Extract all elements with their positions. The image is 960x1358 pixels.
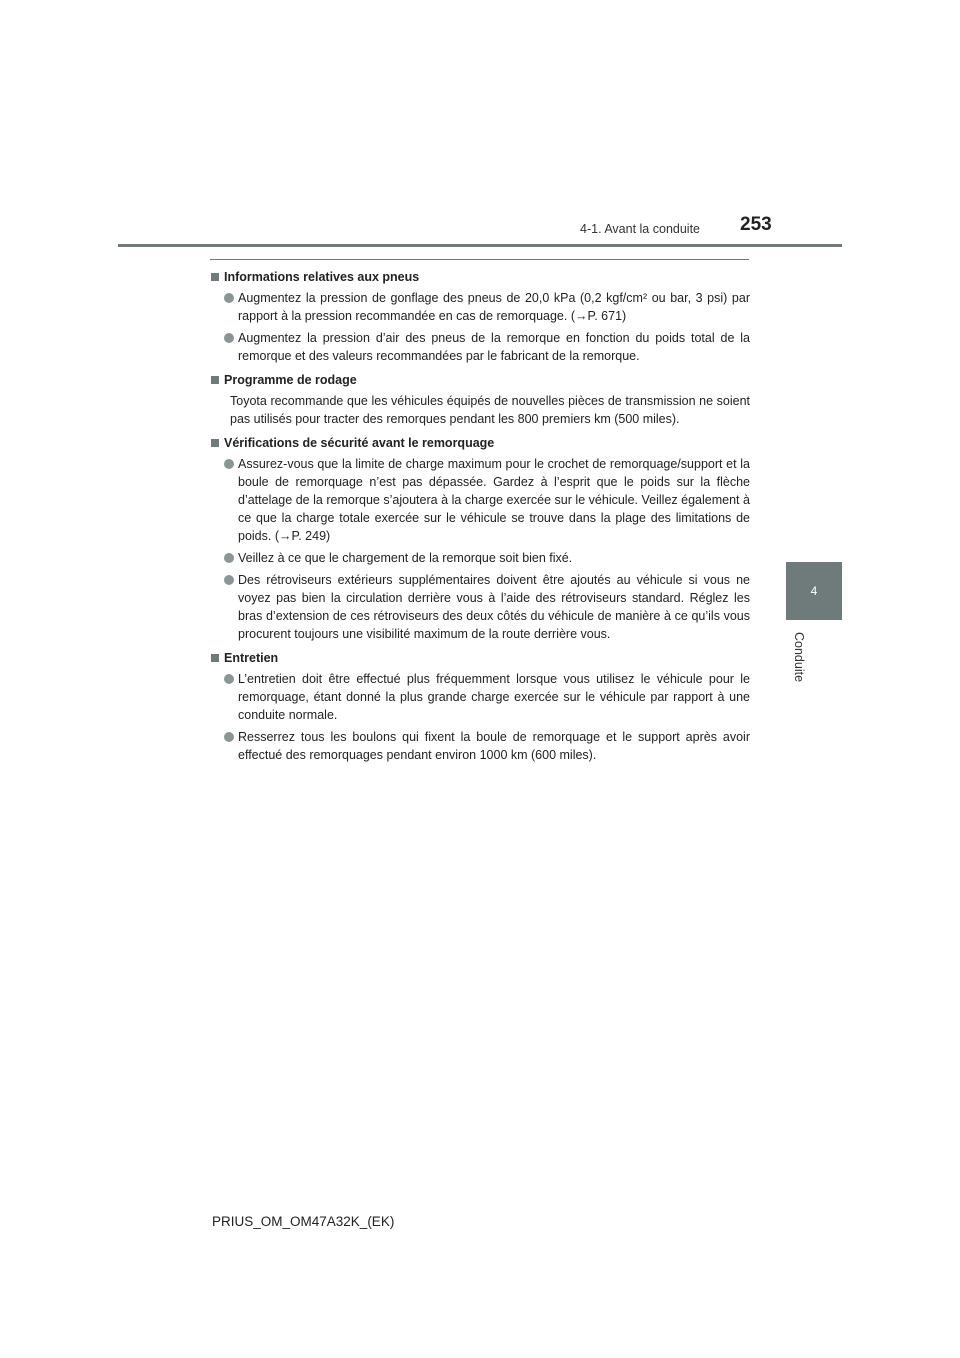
section-label: 4-1. Avant la conduite — [580, 222, 700, 236]
list-item: Augmentez la pression d’air des pneus de la remorque en fonction du poids total de la remorque et des valeurs recommandées par le fabricant de la remorque. — [210, 329, 750, 365]
circle-bullet-icon — [224, 674, 234, 684]
list-item: Augmentez la pression de gonflage des pneus de 20,0 kPa (0,2 kgf/cm² ou bar, 3 psi) par rapport à la pression recommandée en cas de remorquage. (→P. 671) — [210, 289, 750, 325]
square-bullet-icon — [211, 273, 219, 281]
section-tire-info — [210, 268, 750, 365]
chapter-label: Conduite — [792, 632, 806, 683]
list-item: Des rétroviseurs extérieurs supplémentaires doivent être ajoutés au véhicule si vous ne voyez pas bien la circulation derrière vous à l’aide des rétroviseurs standard. Réglez les bras d’extension de ces rétroviseurs des deux côtés du véhicule de manière à ce qu’ils vous procurent toujours une visibilité maximum de la route derrière vous. — [210, 571, 750, 643]
list-item: Resserrez tous les boulons qui fixent la boule de remorquage et le support après avoir effectué des remorquages pendant environ 1000 km (600 miles). — [210, 728, 750, 764]
content — [210, 268, 750, 770]
page-number: 253 — [740, 214, 772, 235]
list-item: L’entretien doit être effectué plus fréquemment lorsque vous utilisez le véhicule pour le remorquage, étant donné la plus grande charge exercée sur le véhicule par rapport à une conduite normale. — [210, 670, 750, 724]
section-maintenance — [210, 649, 750, 764]
section-safety-checks — [210, 434, 750, 643]
chapter-tab — [786, 562, 842, 620]
section-heading: Informations relatives aux pneus — [210, 268, 750, 286]
circle-bullet-icon — [224, 575, 234, 585]
section-heading: Entretien — [210, 649, 750, 667]
list-item: Assurez-vous que la limite de charge maximum pour le crochet de remorquage/support et la boule de remorquage n’est pas dépassée. Gardez à l’esprit que le poids sur la flèche d’attelage de la remorque s’ajoutera à la charge exercée sur le véhicule. Veillez également à ce que la charge totale exercée sur le véhicule se trouve dans la plage des limitations de poids. (→P. 249) — [210, 455, 750, 545]
circle-bullet-icon — [224, 553, 234, 563]
circle-bullet-icon — [224, 333, 234, 343]
circle-bullet-icon — [224, 732, 234, 742]
square-bullet-icon — [211, 439, 219, 447]
doc-code: PRIUS_OM_OM47A32K_(EK) — [212, 1214, 395, 1229]
section-heading: Programme de rodage — [210, 371, 750, 389]
circle-bullet-icon — [224, 293, 234, 303]
square-bullet-icon — [211, 654, 219, 662]
header-rule — [118, 244, 842, 247]
square-bullet-icon — [211, 376, 219, 384]
content-rule — [210, 259, 749, 260]
circle-bullet-icon — [224, 459, 234, 469]
list-item: Veillez à ce que le chargement de la remorque soit bien fixé. — [210, 549, 750, 567]
section-paragraph: Toyota recommande que les véhicules équipés de nouvelles pièces de transmission ne soient pas utilisés pour tracter des remorques pendant les 800 premiers km (500 miles). — [230, 394, 750, 426]
section-break-in — [210, 371, 750, 428]
section-heading: Vérifications de sécurité avant le remorquage — [210, 434, 750, 452]
chapter-number: 4 — [810, 584, 818, 598]
